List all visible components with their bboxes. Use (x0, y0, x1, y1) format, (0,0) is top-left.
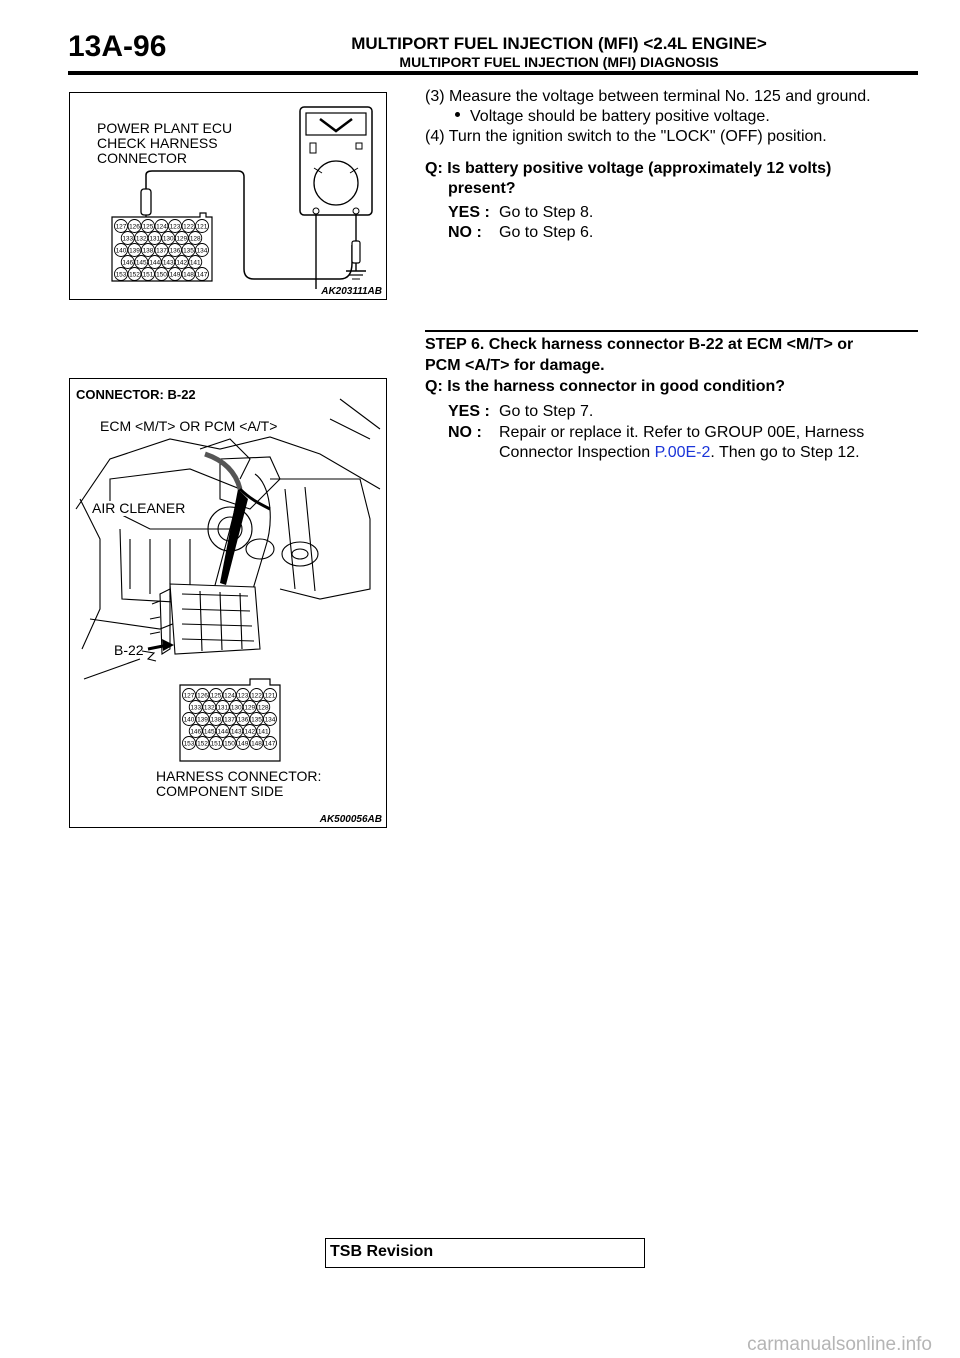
step6-no-text: Repair or replace it. Refer to GROUP 00E, Harness (499, 424, 865, 441)
header-rule (68, 71, 918, 75)
fig2-air-cleaner-label: AIR CLEANER (92, 500, 186, 516)
connector-pin-number: 123 (237, 692, 249, 700)
connector-pin-number: 126 (197, 692, 208, 700)
fig2-code: AK500056AB (319, 814, 382, 825)
step6-title-cont: PCM <A/T> for damage. (425, 357, 605, 374)
connector-pin-number: 135 (183, 247, 194, 255)
connector-pin-number: 122 (183, 223, 194, 231)
fig1-label: POWER PLANT ECU CHECK HARNESS CONNECTOR (97, 120, 233, 166)
connector-pin-number: 143 (230, 728, 242, 736)
section-subtitle: MULTIPORT FUEL INJECTION (MFI) DIAGNOSIS (399, 54, 719, 70)
connector-pin-number: 131 (149, 235, 161, 243)
connector-pin-number: 127 (115, 223, 127, 231)
connector-pin-number: 142 (244, 728, 256, 736)
step-divider (425, 330, 918, 332)
step5-bullet: Voltage should be battery positive voltage. (455, 108, 770, 126)
connector-pin-number: 121 (196, 223, 208, 231)
connector-pin-number: 137 (224, 716, 235, 724)
connector-pin-number: 123 (169, 223, 181, 231)
connector-pin-number: 129 (244, 704, 256, 712)
connector-pin-number: 139 (197, 716, 208, 724)
step6-yes-text: Go to Step 7. (499, 403, 594, 420)
connector-pin-number: 125 (210, 692, 222, 700)
connector-pin-number: 128 (189, 235, 201, 243)
figure-voltmeter-check (69, 92, 387, 300)
connector-pin-number: 134 (264, 716, 276, 724)
connector-pin-number: 139 (129, 247, 140, 255)
connector-pin-number: 121 (264, 692, 276, 700)
step6-no-label: NO : (448, 424, 482, 441)
connector-pin-number: 124 (224, 692, 235, 700)
connector-pin-number: 125 (142, 223, 154, 231)
connector-pin-number: 153 (183, 740, 195, 748)
connector-pin-number: 153 (115, 271, 127, 279)
group-00e-link[interactable]: P.00E-2 (654, 444, 711, 461)
connector-pin-number: 149 (169, 271, 181, 279)
section-title: MULTIPORT FUEL INJECTION (MFI) <2.4L ENGINE> (351, 34, 767, 53)
connector-pin-number: 142 (176, 259, 188, 267)
fig2-harness-label: HARNESS CONNECTOR: COMPONENT SIDE (156, 768, 322, 799)
connector-pin-number: 149 (237, 740, 249, 748)
step5-question-cont: present? (448, 180, 516, 197)
connector-pin-number: 132 (203, 704, 215, 712)
connector-pin-number: 136 (237, 716, 249, 724)
connector-pin-number: 122 (251, 692, 262, 700)
connector-pin-number: 132 (135, 235, 147, 243)
connector-pin-number: 152 (129, 271, 140, 279)
connector-pin-number: 143 (162, 259, 174, 267)
connector-pin-number: 124 (156, 223, 167, 231)
connector-pin-number: 145 (203, 728, 215, 736)
connector-pin-number: 134 (196, 247, 208, 255)
step5-no-text: Go to Step 6. (499, 224, 594, 241)
connector-pin-number: 151 (210, 740, 222, 748)
connector-pin-number: 138 (210, 716, 222, 724)
connector-pin-number: 138 (142, 247, 154, 255)
connector-pin-number: 136 (169, 247, 181, 255)
step5-question: Q: Is battery positive voltage (approximately 12 volts) (425, 160, 832, 177)
connector-pin-number: 141 (189, 259, 201, 267)
connector-pin-grid (115, 220, 209, 281)
connector-pin-number: 141 (257, 728, 269, 736)
step6-no-text-cont: Connector Inspection P.00E-2. Then go to Step 12. (499, 444, 860, 461)
tsb-revision-box (325, 1238, 645, 1268)
connector-pin-number: 130 (162, 235, 174, 243)
connector-pin-number: 146 (190, 728, 202, 736)
connector-pin-number: 137 (156, 247, 167, 255)
connector-pin-number: 144 (149, 259, 161, 267)
connector-pin-number: 126 (129, 223, 140, 231)
connector-pin-number: 145 (135, 259, 147, 267)
connector-pin-number: 133 (122, 235, 134, 243)
connector-pin-number: 128 (257, 704, 269, 712)
fig2-b22-label: B-22 (114, 642, 144, 658)
connector-pin-number: 152 (197, 740, 208, 748)
figure-connector-location (69, 378, 387, 828)
connector-pin-number: 148 (251, 740, 262, 748)
step6-question: Q: Is the harness connector in good condition? (425, 378, 786, 395)
connector-pin-number: 150 (156, 271, 167, 279)
connector-pin-number: 147 (264, 740, 276, 748)
tsb-revision-label: TSB Revision (330, 1243, 434, 1260)
step5-yes-text: Go to Step 8. (499, 204, 594, 221)
connector-pin-number: 144 (217, 728, 229, 736)
connector-pin-number: 140 (115, 247, 127, 255)
connector-pin-number: 133 (190, 704, 202, 712)
fig2-connector-title: CONNECTOR: B-22 (76, 387, 196, 402)
fig2-ecm-label: ECM <M/T> OR PCM <A/T> (100, 418, 278, 434)
connector-pin-number: 130 (230, 704, 242, 712)
connector-pin-number: 148 (183, 271, 194, 279)
bullet-dot (455, 112, 460, 117)
connector-pin-number: 140 (183, 716, 195, 724)
step6-yes-label: YES : (448, 403, 490, 420)
step5-no-label: NO : (448, 224, 482, 241)
connector-pin-number: 135 (251, 716, 262, 724)
page-number: 13A-96 (68, 30, 167, 63)
fig1-code: AK203111AB (321, 286, 382, 297)
connector-pin-number: 150 (224, 740, 235, 748)
connector-pin-number: 151 (142, 271, 154, 279)
site-watermark: carmanualsonline.info (747, 1334, 932, 1355)
connector-pin-number: 146 (122, 259, 134, 267)
step5-item4: (4) Turn the ignition switch to the "LOCK" (OFF) position. (425, 128, 827, 145)
connector-pin-number: 147 (196, 271, 208, 279)
step5-item3: (3) Measure the voltage between terminal No. 125 and ground. (425, 88, 871, 105)
step6-title: STEP 6. Check harness connector B-22 at ECM <M/T> or (425, 336, 854, 353)
connector-pin-grid-component-side (183, 689, 277, 750)
connector-pin-number: 129 (176, 235, 188, 243)
step5-yes-label: YES : (448, 204, 490, 221)
connector-pin-number: 131 (217, 704, 229, 712)
connector-pin-number: 127 (183, 692, 195, 700)
engine-bay-diagram (70, 379, 388, 829)
